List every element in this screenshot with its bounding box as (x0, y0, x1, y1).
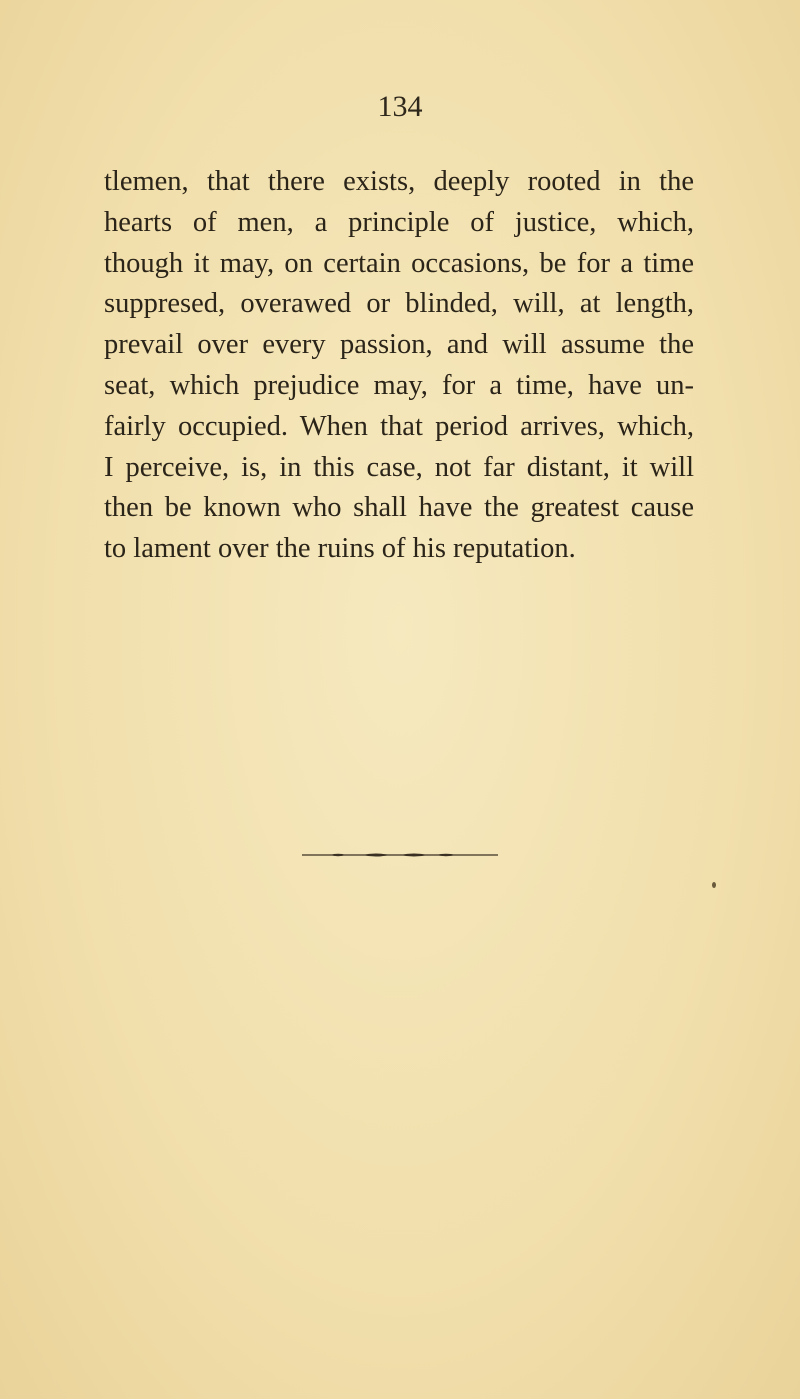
page-number: 134 (377, 90, 423, 123)
text-line: to lament over the ruins of his reputation. (104, 533, 576, 565)
ink-speck (712, 882, 716, 888)
body-text (104, 162, 694, 570)
ornamental-rule (300, 850, 500, 860)
text-line: then be known who shall have the greatest cause (104, 492, 694, 524)
text-line: prevail over every passion, and will assume the (104, 329, 694, 361)
text-line: fairly occupied. When that period arrives, which, (104, 410, 694, 442)
text-line: though it may, on certain occasions, be for a time (104, 247, 694, 279)
text-line: I perceive, is, in this case, not far distant, it will (104, 451, 694, 483)
text-line: suppresed, overawed or blinded, will, at length, (104, 288, 694, 320)
text-line: tlemen, that there exists, deeply rooted in the (104, 166, 694, 197)
text-line: hearts of men, a principle of justice, which, (104, 206, 694, 238)
text-line: seat, which prejudice may, for a time, have un- (104, 369, 694, 401)
